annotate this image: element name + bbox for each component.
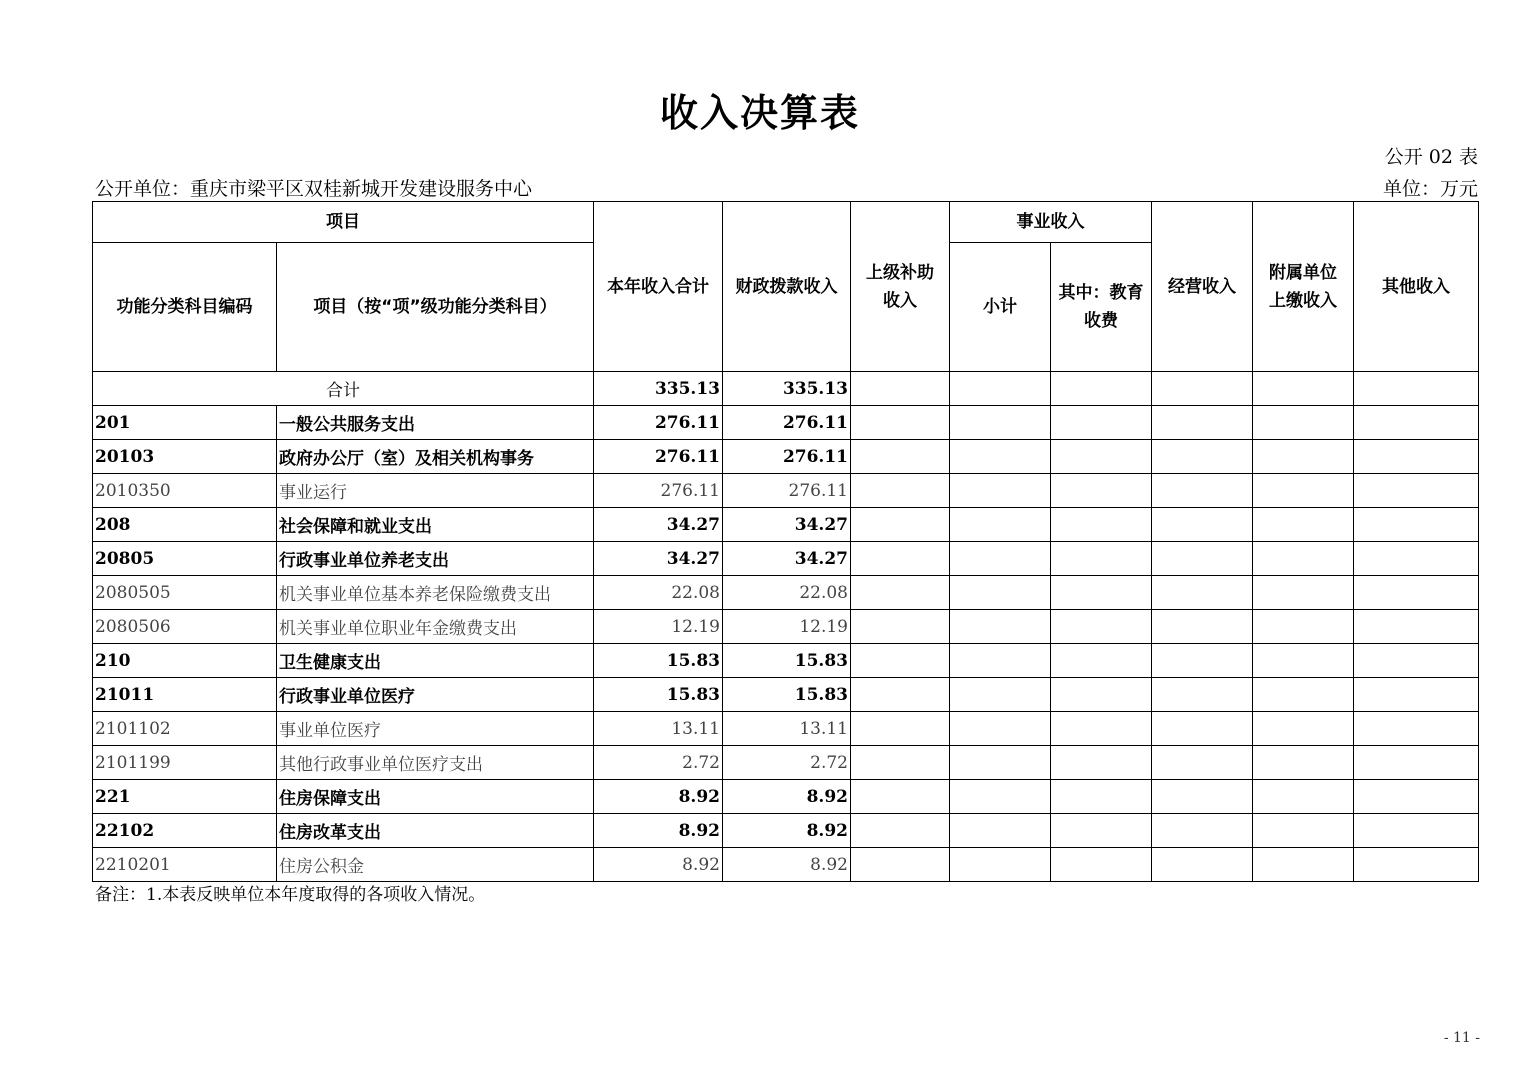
header-affiliated-line1: 附属单位 <box>1269 262 1337 283</box>
empty-cell <box>851 406 950 440</box>
row-code: 20805 <box>93 542 277 576</box>
row-fiscal-income: 2.72 <box>723 746 851 780</box>
empty-cell <box>1354 440 1479 474</box>
empty-cell <box>1354 746 1479 780</box>
row-code: 208 <box>93 508 277 542</box>
row-code: 2080505 <box>93 576 277 610</box>
header-superior-line1: 上级补助 <box>866 262 934 283</box>
row-fiscal-income: 276.11 <box>723 474 851 508</box>
row-fiscal-income: 8.92 <box>723 848 851 882</box>
form-number: 公开 02 表 <box>1384 146 1478 168</box>
empty-cell <box>950 848 1051 882</box>
empty-cell <box>1152 440 1253 474</box>
empty-cell <box>950 780 1051 814</box>
empty-cell <box>1354 848 1479 882</box>
empty-cell <box>1253 576 1354 610</box>
row-name: 住房改革支出 <box>277 814 594 848</box>
empty-cell <box>1253 508 1354 542</box>
empty-cell <box>1354 406 1479 440</box>
row-total-income: 34.27 <box>594 508 723 542</box>
row-total-income: 12.19 <box>594 610 723 644</box>
row-code: 2080506 <box>93 610 277 644</box>
empty-cell <box>1152 372 1253 406</box>
empty-cell <box>1152 746 1253 780</box>
header-code: 功能分类科目编码 <box>93 243 277 372</box>
empty-cell <box>1253 406 1354 440</box>
empty-cell <box>1253 712 1354 746</box>
row-code: 22102 <box>93 814 277 848</box>
empty-cell <box>1152 610 1253 644</box>
empty-cell <box>1253 814 1354 848</box>
empty-cell <box>1354 610 1479 644</box>
row-fiscal-income: 276.11 <box>723 440 851 474</box>
currency-unit: 单位：万元 <box>1382 178 1478 200</box>
empty-cell <box>851 508 950 542</box>
empty-cell <box>1253 644 1354 678</box>
row-total-income: 34.27 <box>594 542 723 576</box>
header-edu-line2: 收费 <box>1084 311 1118 331</box>
empty-cell <box>1051 610 1152 644</box>
row-total-income: 8.92 <box>594 780 723 814</box>
row-name: 行政事业单位养老支出 <box>277 542 594 576</box>
empty-cell <box>1051 372 1152 406</box>
row-fiscal-income: 13.11 <box>723 712 851 746</box>
empty-cell <box>950 746 1051 780</box>
empty-cell <box>1354 780 1479 814</box>
header-fiscal-appropriation: 财政拨款收入 <box>723 202 851 372</box>
table-row <box>93 780 1479 814</box>
empty-cell <box>851 746 950 780</box>
empty-cell <box>1051 780 1152 814</box>
table-row <box>93 610 1479 644</box>
empty-cell <box>1253 678 1354 712</box>
row-name: 机关事业单位职业年金缴费支出 <box>277 610 594 644</box>
header-affiliated-income <box>1253 202 1354 372</box>
empty-cell <box>950 712 1051 746</box>
empty-cell <box>1152 712 1253 746</box>
row-code: 221 <box>93 780 277 814</box>
empty-cell <box>1051 576 1152 610</box>
empty-cell <box>851 576 950 610</box>
empty-cell <box>851 678 950 712</box>
row-code: 201 <box>93 406 277 440</box>
empty-cell <box>950 576 1051 610</box>
row-total-income: 276.11 <box>594 406 723 440</box>
row-total-income: 2.72 <box>594 746 723 780</box>
empty-cell <box>1051 542 1152 576</box>
empty-cell <box>1152 848 1253 882</box>
empty-cell <box>1051 678 1152 712</box>
empty-cell <box>851 474 950 508</box>
row-total-income: 8.92 <box>594 848 723 882</box>
empty-cell <box>851 644 950 678</box>
empty-cell <box>851 848 950 882</box>
table-row <box>93 508 1479 542</box>
row-total-income: 8.92 <box>594 814 723 848</box>
row-name: 其他行政事业单位医疗支出 <box>277 746 594 780</box>
row-code: 2101199 <box>93 746 277 780</box>
table-body <box>93 372 1479 882</box>
row-total-income: 15.83 <box>594 644 723 678</box>
empty-cell <box>1253 440 1354 474</box>
row-total-income: 13.11 <box>594 712 723 746</box>
page-number: - 11 - <box>1443 1030 1480 1046</box>
row-name: 机关事业单位基本养老保险缴费支出 <box>277 576 594 610</box>
table-row <box>93 746 1479 780</box>
table-row <box>93 644 1479 678</box>
empty-cell <box>950 508 1051 542</box>
row-total-income: 276.11 <box>594 474 723 508</box>
row-fiscal-income: 8.92 <box>723 814 851 848</box>
empty-cell <box>950 644 1051 678</box>
header-edu-line1: 其中：教育 <box>1058 283 1144 303</box>
row-name: 事业单位医疗 <box>277 712 594 746</box>
row-name: 卫生健康支出 <box>277 644 594 678</box>
empty-cell <box>851 372 950 406</box>
header-operating-income: 经营收入 <box>1152 202 1253 372</box>
table-row <box>93 440 1479 474</box>
total-income-cell: 335.13 <box>594 372 723 406</box>
empty-cell <box>1354 542 1479 576</box>
empty-cell <box>1354 474 1479 508</box>
empty-cell <box>1051 712 1152 746</box>
total-row <box>93 372 1479 406</box>
empty-cell <box>1354 508 1479 542</box>
empty-cell <box>1152 474 1253 508</box>
empty-cell <box>1051 406 1152 440</box>
table-header <box>93 202 1479 372</box>
empty-cell <box>1152 814 1253 848</box>
row-fiscal-income: 8.92 <box>723 780 851 814</box>
empty-cell <box>1253 372 1354 406</box>
row-name: 社会保障和就业支出 <box>277 508 594 542</box>
empty-cell <box>1152 678 1253 712</box>
empty-cell <box>1051 814 1152 848</box>
empty-cell <box>950 440 1051 474</box>
empty-cell <box>950 542 1051 576</box>
empty-cell <box>1152 406 1253 440</box>
empty-cell <box>1253 474 1354 508</box>
row-fiscal-income: 34.27 <box>723 508 851 542</box>
header-affiliated-line2: 上缴收入 <box>1269 290 1337 311</box>
empty-cell <box>1354 712 1479 746</box>
header-total-income: 本年收入合计 <box>594 202 723 372</box>
empty-cell <box>1051 746 1152 780</box>
table-note: 备注：1.本表反映单位本年度取得的各项收入情况。 <box>95 885 486 905</box>
empty-cell <box>1051 474 1152 508</box>
table-row <box>93 848 1479 882</box>
empty-cell <box>1152 576 1253 610</box>
table-row <box>93 576 1479 610</box>
empty-cell <box>851 780 950 814</box>
empty-cell <box>1051 644 1152 678</box>
empty-cell <box>1354 644 1479 678</box>
row-name: 住房公积金 <box>277 848 594 882</box>
row-name: 住房保障支出 <box>277 780 594 814</box>
header-education-fee <box>1051 243 1152 372</box>
empty-cell <box>1354 814 1479 848</box>
empty-cell <box>1152 508 1253 542</box>
empty-cell <box>1051 848 1152 882</box>
empty-cell <box>1152 780 1253 814</box>
empty-cell <box>851 610 950 644</box>
table-row <box>93 474 1479 508</box>
table-row <box>93 814 1479 848</box>
table-row <box>93 542 1479 576</box>
row-name: 政府办公厅（室）及相关机构事务 <box>277 440 594 474</box>
empty-cell <box>1253 780 1354 814</box>
table-row <box>93 712 1479 746</box>
empty-cell <box>1354 372 1479 406</box>
row-fiscal-income: 15.83 <box>723 678 851 712</box>
empty-cell <box>851 814 950 848</box>
empty-cell <box>1354 678 1479 712</box>
empty-cell <box>1253 610 1354 644</box>
income-table <box>92 201 1479 882</box>
row-fiscal-income: 34.27 <box>723 542 851 576</box>
row-name: 一般公共服务支出 <box>277 406 594 440</box>
header-superior-line2: 收入 <box>883 290 917 311</box>
empty-cell <box>950 678 1051 712</box>
header-name: 项目（按“项”级功能分类科目） <box>277 243 594 372</box>
header-career-income: 事业收入 <box>950 202 1152 243</box>
header-other-income: 其他收入 <box>1354 202 1479 372</box>
header-subtotal: 小计 <box>950 243 1051 372</box>
empty-cell <box>1051 440 1152 474</box>
empty-cell <box>851 712 950 746</box>
reporting-unit: 公开单位：重庆市梁平区双桂新城开发建设服务中心 <box>95 178 533 200</box>
empty-cell <box>950 406 1051 440</box>
empty-cell <box>1253 542 1354 576</box>
empty-cell <box>851 440 950 474</box>
empty-cell <box>950 610 1051 644</box>
empty-cell <box>1253 746 1354 780</box>
header-superior-subsidy <box>851 202 950 372</box>
empty-cell <box>1152 644 1253 678</box>
row-code: 2010350 <box>93 474 277 508</box>
empty-cell <box>950 474 1051 508</box>
row-code: 2210201 <box>93 848 277 882</box>
table-row <box>93 406 1479 440</box>
total-fiscal-cell: 335.13 <box>723 372 851 406</box>
table-row <box>93 678 1479 712</box>
empty-cell <box>1051 508 1152 542</box>
row-total-income: 15.83 <box>594 678 723 712</box>
row-code: 210 <box>93 644 277 678</box>
row-fiscal-income: 15.83 <box>723 644 851 678</box>
total-label: 合计 <box>93 372 594 406</box>
row-fiscal-income: 12.19 <box>723 610 851 644</box>
header-item: 项目 <box>93 202 594 243</box>
row-fiscal-income: 22.08 <box>723 576 851 610</box>
row-fiscal-income: 276.11 <box>723 406 851 440</box>
empty-cell <box>1152 542 1253 576</box>
empty-cell <box>851 542 950 576</box>
page-title: 收入决算表 <box>659 91 860 135</box>
row-total-income: 276.11 <box>594 440 723 474</box>
row-name: 事业运行 <box>277 474 594 508</box>
row-code: 21011 <box>93 678 277 712</box>
empty-cell <box>950 814 1051 848</box>
row-total-income: 22.08 <box>594 576 723 610</box>
empty-cell <box>950 372 1051 406</box>
row-code: 20103 <box>93 440 277 474</box>
empty-cell <box>1354 576 1479 610</box>
row-code: 2101102 <box>93 712 277 746</box>
row-name: 行政事业单位医疗 <box>277 678 594 712</box>
empty-cell <box>1253 848 1354 882</box>
